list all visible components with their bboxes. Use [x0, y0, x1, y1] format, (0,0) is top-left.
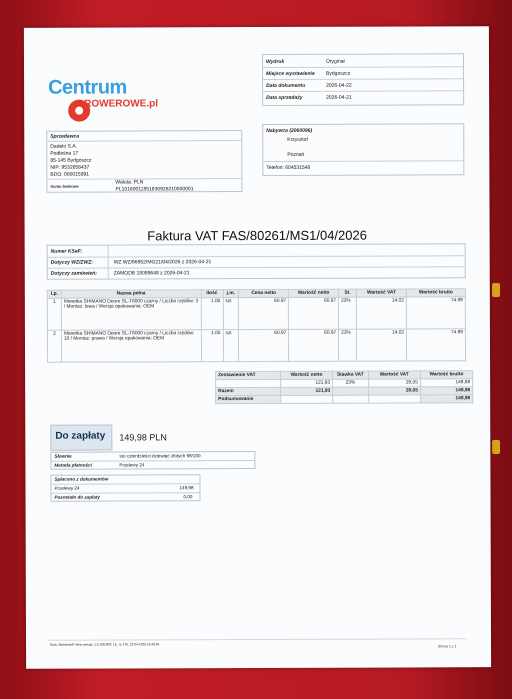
data-dokumentu-label: Data dokumentu	[266, 82, 306, 89]
przelewy-label: Przelewy 24	[54, 485, 80, 491]
logo-text: Centrum	[48, 76, 127, 99]
seller-box	[46, 130, 242, 193]
splacono-label: Spłacono z dokumentów	[54, 476, 109, 482]
col-header: St.	[339, 289, 357, 297]
razem-net: 121,93	[280, 387, 332, 395]
metoda-label: Metoda płatności	[54, 462, 92, 468]
cell-name: Manetka SHIMANO Deore SL-T6000 czarny / Liczba rzędów: 3 / Montaż: lewa / Wersja opakowania: OEM	[61, 298, 201, 330]
col-header: Wartość brutto	[420, 371, 472, 379]
col-header: Wartość netto	[289, 289, 339, 297]
cell-rate: 23%	[339, 297, 357, 329]
page-number: Strona 1 z 1	[438, 644, 457, 649]
col-header: j.m.	[223, 290, 239, 298]
metoda-value: Przelewy 24	[119, 462, 145, 468]
summary-cell	[333, 395, 369, 403]
items-table	[47, 288, 466, 362]
seller-bdo: BDO: 000015991	[50, 171, 90, 178]
ksef-label: Numer KSeF:	[50, 248, 83, 255]
summary-cell	[216, 379, 281, 387]
invoice-title: Faktura VAT FAS/80261/MS1/04/2026	[147, 227, 367, 244]
miejsce-value: Bydgoszcz	[326, 70, 351, 77]
cell-price: 60.97	[239, 297, 289, 329]
zamowienia-value: ZAMODB 18089648 z 2026-04-21	[113, 270, 190, 277]
buyer-phone: Telefon: 604531546	[266, 164, 311, 171]
buyer-city: Poznań	[287, 151, 305, 158]
company-logo	[48, 74, 159, 120]
col-header: Stawka VAT	[333, 371, 369, 379]
razem-gross: 149,98	[420, 387, 472, 395]
summary-cell	[280, 395, 332, 403]
seller-city: 85-145 Bydgoszcz	[50, 157, 92, 164]
seller-label: Sprzedawca	[50, 133, 80, 140]
data-sprzedazy-value: 2026-04-21	[326, 94, 352, 101]
razem-rate	[333, 387, 369, 395]
konto-value: PL10160011851830926210000001	[115, 186, 194, 193]
cell-vat: 14.02	[357, 329, 407, 361]
cell-vat: 14.02	[357, 297, 407, 329]
buyer-name: Krzysztof	[287, 136, 308, 143]
wydruk-value: Oryginał	[325, 58, 345, 65]
cell-qty: 1.00	[201, 298, 223, 330]
razem-vat: 28,05	[368, 387, 420, 395]
col-header: Zestawienie VAT	[216, 371, 281, 379]
pozostalo-label: Pozostało do zapłaty	[54, 494, 100, 500]
cell-lp: 1	[47, 298, 61, 330]
vat-summary-table	[215, 370, 473, 404]
cell-name: Manetka SHIMANO Deore SL-T6000 czarny / Liczba rzędów: 10 / Montaż: prawa / Wersja opakowania: OEM	[61, 330, 201, 362]
cell-price: 60.97	[239, 329, 289, 361]
cell-gross: 74.99	[407, 329, 466, 361]
do-zaplaty-value: 149,98 PLN	[119, 432, 167, 443]
cell-jm: szt	[223, 298, 239, 330]
col-header: Lp.	[47, 290, 61, 298]
wz-label: Dotyczy WZ/ZWZ:	[50, 259, 93, 266]
binder-clip-icon	[492, 440, 500, 454]
podsumowanie-row	[216, 395, 473, 404]
do-zaplaty-label: Do zapłaty	[55, 430, 106, 442]
wz-value: WZ WZ/66952/MG21/04/2026 z 2026-04-21	[113, 259, 212, 266]
podsumowanie-label: Podsumowanie	[216, 395, 281, 403]
document-header-box	[262, 53, 464, 106]
seller-name: Dadelo S.A.	[50, 143, 77, 150]
pozostalo-value: 0,00	[183, 494, 193, 500]
cell-net: 60.97	[289, 329, 339, 361]
col-header: Wartość netto	[280, 371, 332, 379]
col-header: Cena netto	[239, 289, 289, 297]
cell-rate: 23%	[339, 329, 357, 361]
summary-cell: 23%	[333, 379, 369, 387]
zamowienia-label: Dotyczy zamówień:	[50, 270, 97, 277]
cell-lp: 2	[47, 330, 61, 362]
table-row	[47, 297, 465, 330]
col-header: Wartość VAT	[357, 289, 407, 297]
buyer-box	[262, 123, 464, 176]
cell-jm: szt	[223, 330, 239, 362]
seller-nip: NIP: 9532658437	[50, 164, 90, 171]
data-dokumentu-value: 2026-04-22	[326, 82, 352, 89]
razem-label: Razem	[216, 387, 281, 395]
seller-street: Podleśna 17	[50, 150, 79, 157]
wydruk-label: Wydruk	[265, 58, 285, 65]
waluta-value: Waluta: PLN	[115, 179, 144, 186]
invoice-page	[24, 26, 491, 669]
buyer-label: Nabywca (2060096)	[266, 127, 313, 134]
cell-net: 60.97	[289, 297, 339, 329]
konto-label: Konto bankowe	[50, 184, 79, 189]
table-row	[47, 329, 465, 362]
slownie-label: Słownie	[54, 453, 72, 459]
footer-print-info: Druk: Streamsoft Verto wersja: 1.0.198.3RT; Lic. nr 170, 22-04-2026 19:43:54	[50, 642, 160, 647]
summary-cell	[368, 395, 420, 403]
cell-gross: 74.99	[406, 297, 465, 329]
slownie-box	[50, 451, 255, 470]
col-header: Ilość	[201, 290, 223, 298]
slownie-value: sto czterdzieści dziewięć złotych 98/100	[119, 453, 201, 459]
col-header: Nazwa pełna	[61, 290, 201, 298]
binder-clip-icon	[492, 283, 500, 297]
przelewy-value: 149,98	[179, 485, 194, 491]
podsumowanie-gross: 149,98	[420, 395, 472, 403]
col-header: Wartość VAT	[368, 371, 420, 379]
references-box	[47, 243, 466, 279]
summary-cell: 149,98	[420, 379, 472, 387]
logo-subtext: ROWEROWE.pl	[84, 98, 159, 110]
miejsce-label: Miejsce wystawienia	[266, 70, 315, 77]
col-header: Wartość brutto	[406, 289, 465, 297]
data-sprzedazy-label: Data sprzedaży	[266, 94, 303, 101]
summary-cell: 28,05	[368, 379, 420, 387]
do-zaplaty-box	[50, 425, 112, 451]
cell-qty: 1.00	[201, 330, 223, 362]
summary-cell: 121,93	[280, 379, 332, 387]
splacono-box	[50, 474, 200, 502]
